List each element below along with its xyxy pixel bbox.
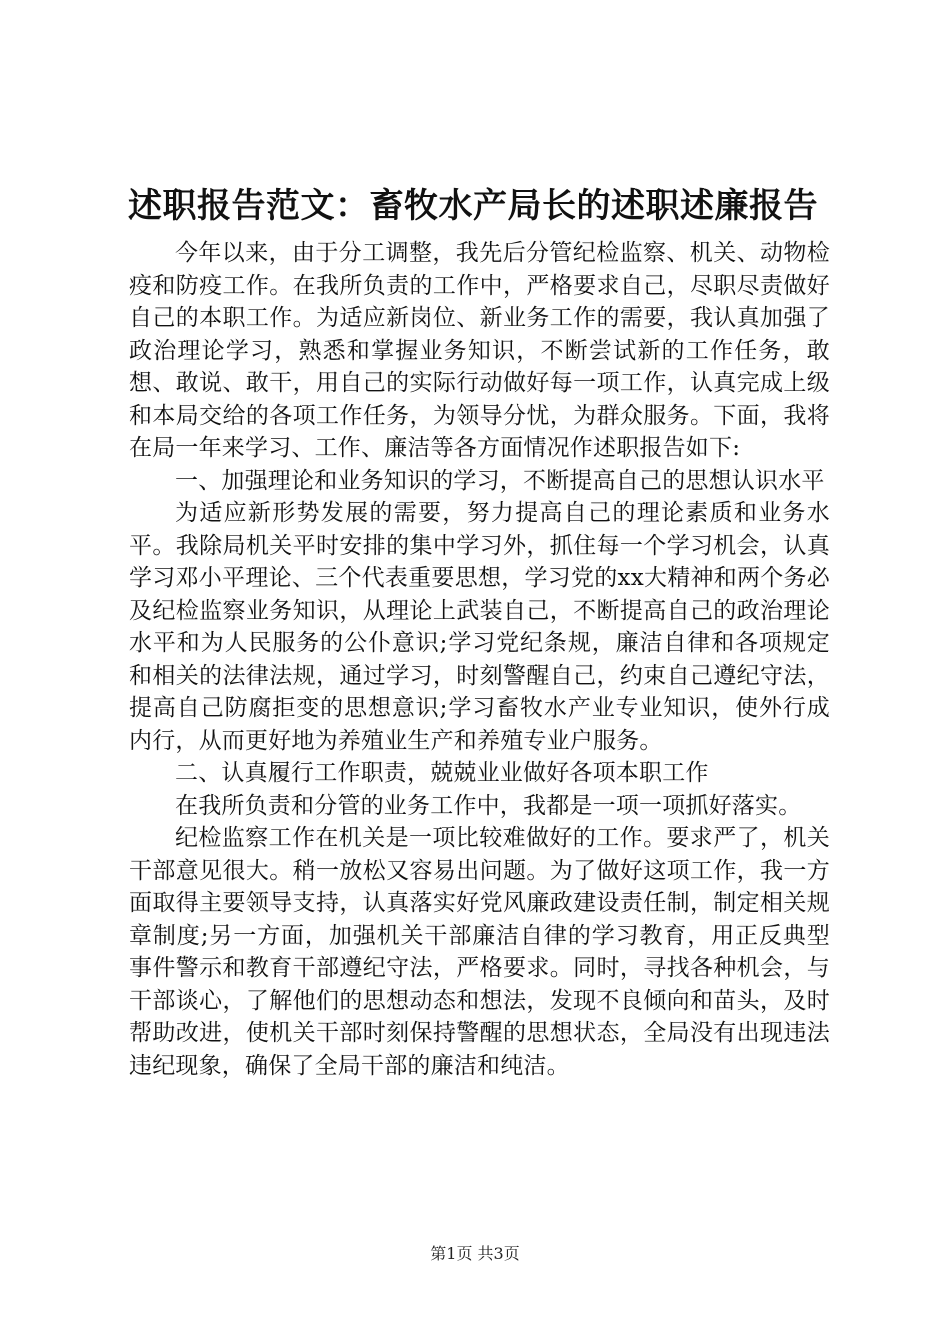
document-title: 述职报告范文：畜牧水产局长的述职述廉报告 xyxy=(128,186,818,226)
paragraph-duties: 在我所负责和分管的业务工作中，我都是一项一项抓好落实。 xyxy=(175,792,802,819)
document-body xyxy=(129,237,830,1082)
paragraph-study: 为适应新形势发展的需要，努力提高自己的理论素质和业务水平。我除局机关平时安排的集中学习外，抓住每一个学习机会，认真学习邓小平理论、三个代表重要思想，学习党的xx大精神和两个务必及纪检监察业务知识，从理论上武装自己，不断提高自己的政治理论水平和为人民服务的公仆意识;学习党纪条规，廉洁自律和各项规定和相关的法律法规，通过学习，时刻警醒自己，约束自己遵纪守法，提高自己防腐拒变的思想意识;学习畜牧水产业专业知识，使外行成内行，从而更好地为养殖业生产和养殖专业户服务。 xyxy=(129,500,830,754)
section-heading-1: 一、加强理论和业务知识的学习，不断提高自己的思想认识水平 xyxy=(175,467,825,494)
paragraph-intro: 今年以来，由于分工调整，我先后分管纪检监察、机关、动物检疫和防疫工作。在我所负责的工作中，严格要求自己，尽职尽责做好自己的本职工作。为适应新岗位、新业务工作的需要，我认真加强了政治理论学习，熟悉和掌握业务知识，不断尝试新的工作任务，敢想、敢说、敢干，用自己的实际行动做好每一项工作，认真完成上级和本局交给的各项工作任务，为领导分忧，为群众服务。下面，我将在局一年来学习、工作、廉洁等各方面情况作述职报告如下: xyxy=(129,240,830,461)
page-number-footer: 第1页 共3页 xyxy=(430,1244,520,1263)
paragraph-discipline: 纪检监察工作在机关是一项比较难做好的工作。要求严了，机关干部意见很大。稍一放松又容易出问题。为了做好这项工作，我一方面取得主要领导支持，认真落实好党风廉政建设责任制，制定相关规章制度;另一方面，加强机关干部廉洁自律的学习教育，用正反典型事件警示和教育干部遵纪守法，严格要求。同时，寻找各种机会，与干部谈心，了解他们的思想动态和想法，发现不良倾向和苗头，及时帮助改进，使机关干部时刻保持警醒的思想状态，全局没有出现违法违纪现象，确保了全局干部的廉洁和纯洁。 xyxy=(129,825,830,1079)
section-heading-2: 二、认真履行工作职责，兢兢业业做好各项本职工作 xyxy=(175,760,709,786)
